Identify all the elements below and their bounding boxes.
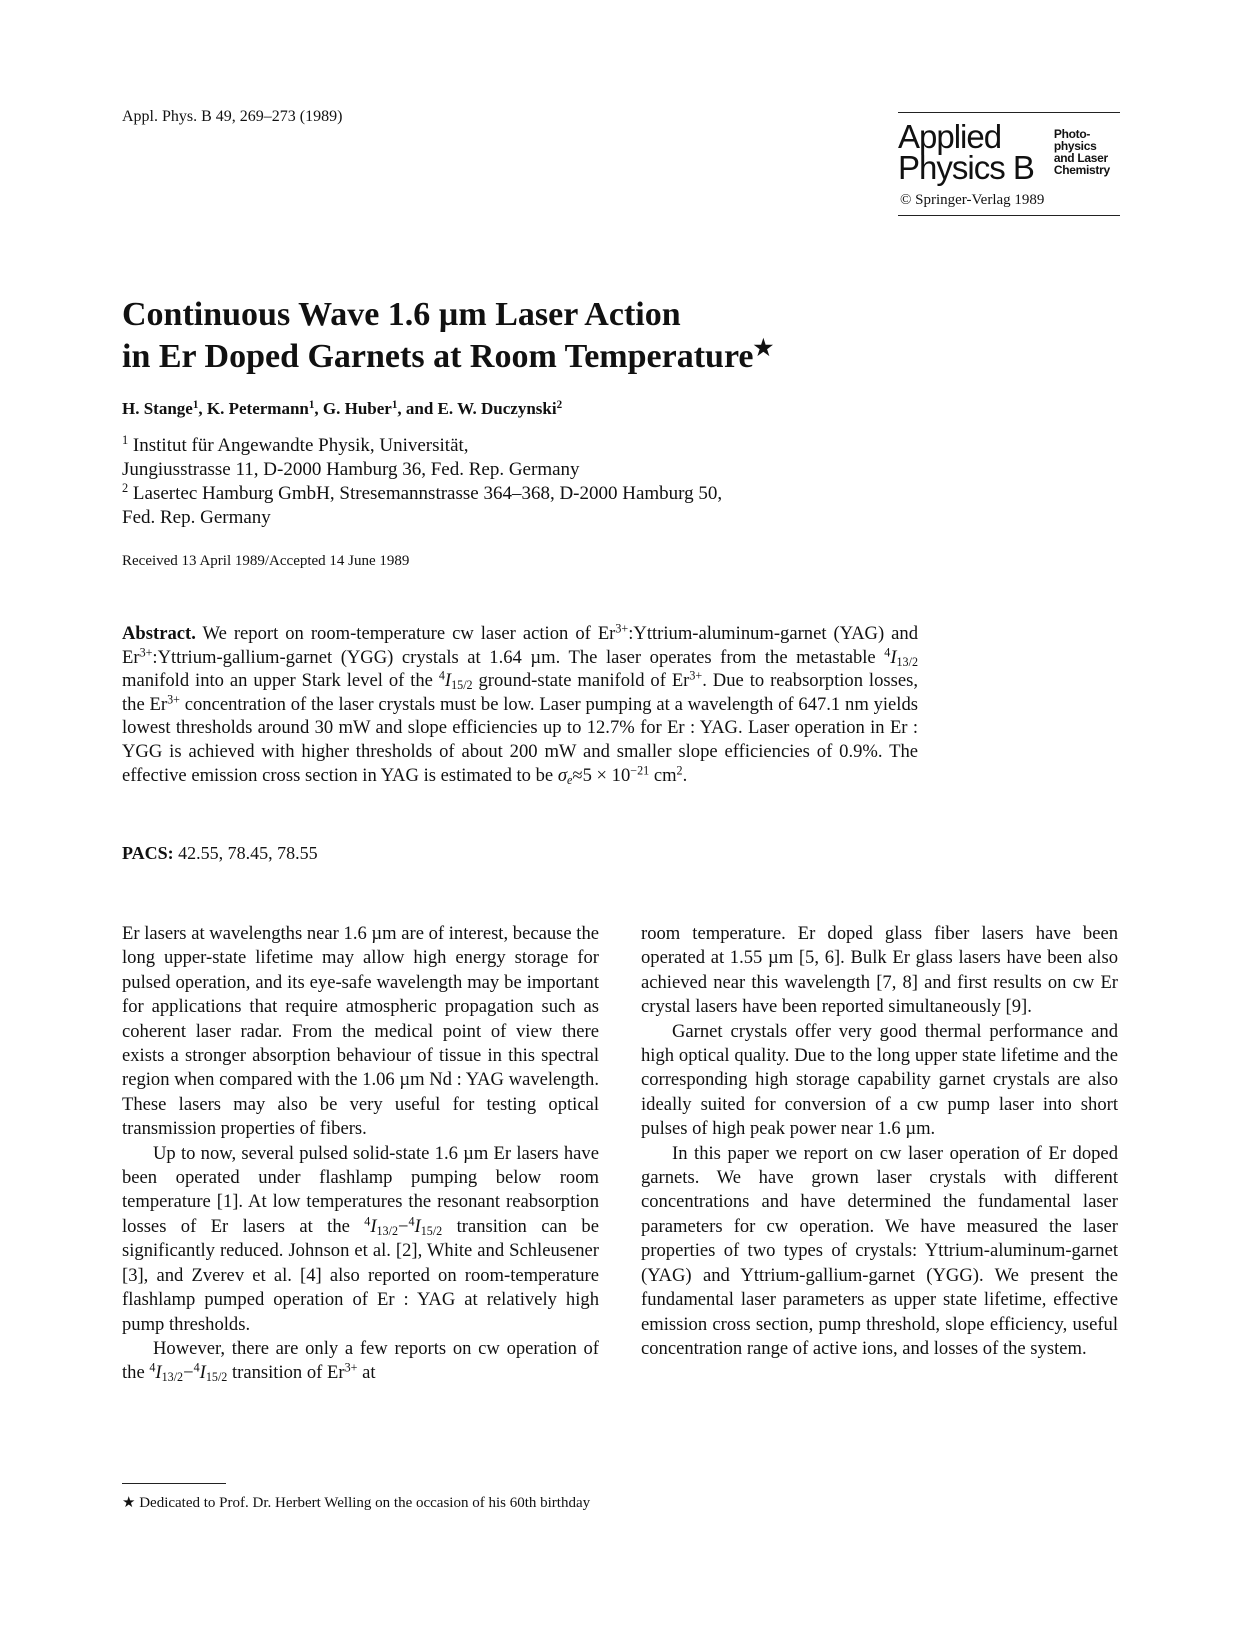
paragraph-4: Garnet crystals offer very good thermal performance and high optical quality. Due to the long upper state lifetime and the corresponding high storage capability garnet crystals are also ideally suited for conversion of a cw pump laser into short pulses of high peak power near 1.6 µm. bbox=[641, 1020, 1118, 1140]
received-dates: Received 13 April 1989/Accepted 14 June 1989 bbox=[122, 553, 410, 569]
journal-logo bbox=[898, 116, 1120, 188]
paragraph-3: However, there are only a few reports on cw operation of the $^4I_{13/2}-^4I_{15/2}$ transition of $Er^{3+}$ at bbox=[122, 1337, 599, 1385]
abstract: Abstract. We report on room-temperature cw laser action of $Er^{3+}:Yttrium-aluminum$-garnet (YAG) and $Er^{3+}:Yttrium-gallium$-garnet (YGG) crystals at 1.64 µm. The laser operates from the metastable $^4I_{13/2}$ manifold into an upper Stark level of the $^4I_{15/2}$ ground-state manifold of $Er^{3+}$. Due to reabsorption losses, the $Er^{3+}$ concentration of the laser crystals must be low. Laser pumping at a wavelength of 647.1 nm yields lowest thresholds around 30 mW and slope efficiencies up to 12.7% for Er : YAG. Laser operation in Er : YGG is achieved with higher thresholds of about 200 mW and smaller slope efficiencies of 0.9%. The effective emission cross section in YAG is estimated to be $\sigma_e\approx 5 \times 10^{-21}$ $cm^2$. bbox=[122, 621, 918, 787]
paragraph-5: In this paper we report on cw laser operation of Er doped garnets. We have grown laser crystals with different concentrations and have determined the fundamental laser parameters for cw operation. We have measured the laser properties of two types of crystals: Yttrium-aluminum-garnet (YAG) and Yttrium-gallium-garnet (YGG). We present the fundamental laser parameters as upper state lifetime, effective emission cross section, pump threshold, slope efficiency, useful concentration range of active ions, and losses of the system. bbox=[641, 1142, 1118, 1359]
copyright: © Springer-Verlag 1989 bbox=[900, 192, 1045, 208]
pacs-codes: PACS: 42.55, 78.45, 78.55 bbox=[122, 843, 318, 863]
body-column-left bbox=[122, 922, 599, 1386]
paragraph-2: Up to now, several pulsed solid-state 1.6 µm Er lasers have been operated under flashlamp pumping below room temperature [1]. At low temperatures the resonant reabsorption losses of Er lasers at the $^4I_{13/2}-^4I_{15/2}$ transition can be significantly reduced. Johnson et al. [2], White and Schleusener [3], and Zverev et al. [4] also reported on room-temperature flashlamp pumped operation of Er : YAG at relatively high pump thresholds. bbox=[122, 1142, 599, 1335]
affiliation-2: $^2$ Lasertec Hamburg GmbH, Stresemannstrasse 364–368, D-2000 Hamburg 50, bbox=[122, 481, 723, 504]
journal-subject: Photo- physics and Laser Chemistry bbox=[1053, 127, 1110, 177]
paragraph-1: Er lasers at wavelengths near 1.6 µm are of interest, because the long upper-state lifetime may allow high energy storage for pulsed operation, and its eye-safe wavelength may be important for applications that require atmospheric propagation such as coherent laser radar. From the medical point of view there exists a stronger absorption behaviour of tissue in this spectral region when compared with the 1.06 µm Nd : YAG wavelength. These lasers may also be very useful for testing optical transmission properties of fibers. bbox=[122, 923, 599, 1140]
title-footnote-star: ★ bbox=[753, 334, 774, 360]
affiliations: $^1$ Institut für Angewandte Physik, Universität, Jungiusstrasse 11, D-2000 Hamburg 36, Fed. Rep. Germany $^2$ Lasertec Hamburg GmbH, Stresemannstrasse 364–368, D-2000 Hamburg 50, Fed. Rep. Germany bbox=[122, 433, 723, 528]
footnote-rule bbox=[122, 1483, 226, 1484]
footnote: ★ Dedicated to Prof. Dr. Herbert Welling on the occasion of his 60th birthday bbox=[122, 1495, 591, 1511]
journal-name: Applied Physics B bbox=[898, 118, 1034, 186]
journal-citation: Appl. Phys. B 49, 269–273 (1989) bbox=[122, 108, 343, 125]
author-list: H. Stange$^1$, K. Petermann$^1$, G. Huber$^1$, and E. W. Duczynski$^2$ bbox=[122, 398, 563, 418]
journal-logo-box bbox=[898, 112, 1120, 216]
paper-title: Continuous Wave 1.6 µm Laser Action in Er Doped Garnets at Room Temperature★ bbox=[122, 296, 774, 375]
paragraph-3-continued: room temperature. Er doped glass fiber lasers have been operated at 1.55 µm [5, 6]. Bulk Er glass lasers have been also achieved near this wavelength [7, 8] and first results on cw Er crystal lasers have been reported simultaneously [9]. bbox=[641, 923, 1118, 1018]
affiliation-1: $^1$ Institut für Angewandte Physik, Universität, bbox=[122, 433, 469, 456]
logo-bottom-rule bbox=[898, 215, 1120, 216]
abstract-label: Abstract. bbox=[122, 623, 196, 644]
body-column-right bbox=[641, 922, 1118, 1361]
logo-top-rule bbox=[898, 112, 1120, 113]
